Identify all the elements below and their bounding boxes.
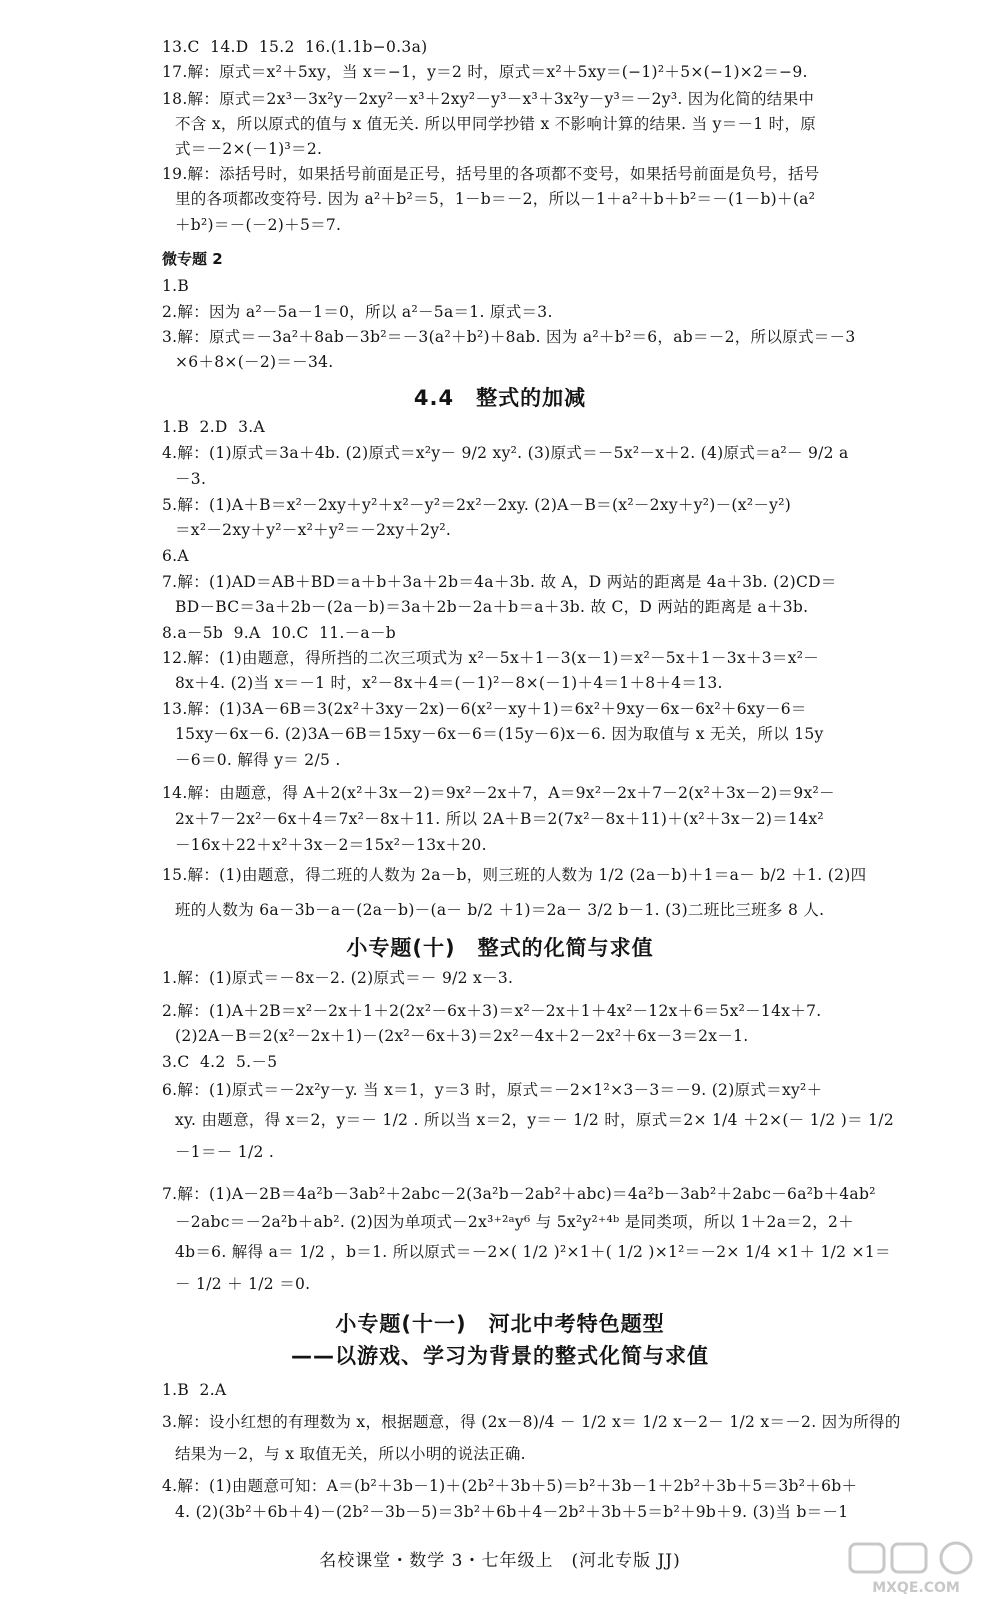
section-subtitle: ——以游戏、学习为背景的整式化简与求值 [291,1344,709,1368]
answer-line: 3.解：原式＝－3a²＋8ab－3b²＝－3(a²＋b²)＋8ab. 因为 a²＋b²＝6，ab＝－2，所以原式＝－3 [162,328,856,346]
answer-line: 8.a－5b 9.A 10.C 11.－a－b [162,624,396,642]
answer-line: 18.解：原式＝2x³－3x²y－2xy²－x³＋2xy²－y³－x³＋3x²y－y³＝－2y³. 因为化简的结果中 [162,90,815,108]
answer-line: 4b＝6. 解得 a＝ 1/2 ，b＝1. 所以原式＝－2×( 1/2 )²×1＋( 1/2 )×1²＝－2× 1/4 ×1＋ 1/2 ×1＝ [175,1243,891,1261]
answer-line: 1.解：(1)原式＝－8x－2. (2)原式＝－ 9/2 x－3. [162,969,514,987]
answer-line: 6.A [162,547,189,565]
answer-line: 4.解：(1)由题意可知：A＝(b²＋3b－1)＋(2b²＋3b＋5)＝b²＋3b－1＋2b²＋3b＋5＝3b²＋6b＋ [162,1477,858,1495]
section-title: 小专题(十) 整式的化简与求值 [346,936,654,960]
answer-line: 2.解：因为 a²－5a－1＝0，所以 a²－5a＝1. 原式＝3. [162,303,553,321]
answer-line: －6＝0. 解得 y＝ 2/5 . [175,751,341,769]
answer-line: 1.B 2.D 3.A [162,418,265,436]
answer-line: ＝x²－2xy＋y²－x²＋y²＝－2xy＋2y². [175,521,452,539]
answer-line: 4. (2)(3b²＋6b＋4)－(2b²－3b－5)＝3b²＋6b＋4－2b²＋3b＋5＝b²＋9b＋9. (3)当 b＝－1 [175,1503,849,1521]
answer-line: 19.解：添括号时，如果括号前面是正号，括号里的各项都不变号，如果括号前面是负号，括号 [162,165,820,183]
answer-line: －3. [175,470,207,488]
answer-line: (2)2A－B＝2(x²－2x＋1)－(2x²－6x＋3)＝2x²－4x＋2－2x²＋6x－3＝2x－1. [175,1027,749,1045]
answer-line: 式＝－2×(－1)³＝2. [175,140,323,158]
answer-line: － 1/2 ＋ 1/2 ＝0. [175,1275,311,1293]
answer-line: 班的人数为 6a－3b－a－(2a－b)－(a－ b/2 ＋1)＝2a－ 3/2 b－1. (3)二班比三班多 8 人. [175,901,825,919]
answer-line: ＋b²)＝－(－2)＋5＝7. [175,216,342,234]
answer-line: －2abc＝－2a²b＋ab². (2)因为单项式－2x³⁺²ᵃy⁶ 与 5x²y²⁺⁴ᵇ 是同类项，所以 1＋2a＝2，2＋ [175,1213,854,1231]
answer-line: 2x＋7－2x²－6x＋4＝7x²－8x＋11. 所以 2A＋B＝2(7x²－8x＋11)＋(x²＋3x－2)＝14x² [175,810,824,828]
answer-line: 不含 x，所以原式的值与 x 值无关. 所以甲同学抄错 x 不影响计算的结果. 当 y＝－1 时，原 [175,115,817,133]
answer-line: 15.解：(1)由题意，得二班的人数为 2a－b，则三班的人数为 1/2 (2a－b)＋1＝a－ b/2 ＋1. (2)四 [162,866,867,884]
answer-line: 7.解：(1)A－2B＝4a²b－3ab²＋2abc－2(3a²b－2ab²＋abc)＝4a²b－3ab²＋2abc－6a²b＋4ab² [162,1185,876,1203]
watermark-icon [846,1540,986,1596]
section-title: 4.4 整式的加减 [413,386,587,410]
answer-line: 6.解：(1)原式＝－2x²y－y. 当 x＝1，y＝3 时，原式＝－2×1²×3－3＝－9. (2)原式＝xy²＋ [162,1081,823,1099]
watermark-logo [846,1540,986,1596]
answer-line: －1＝－ 1/2 . [175,1143,275,1161]
answer-line: 12.解：(1)由题意，得所挡的二次三项式为 x²－5x＋1－3(x－1)＝x²－5x＋1－3x＋3＝x²－ [162,649,820,667]
answer-line: 13.C 14.D 15.2 16.(1.1b−0.3a) [162,38,428,56]
answer-line: 14.解：由题意，得 A＋2(x²＋3x－2)＝9x²－2x＋7，A＝9x²－2x＋7－2(x²＋3x－2)＝9x²－ [162,784,835,802]
answer-line: －16x＋22＋x²＋3x－2＝15x²－13x＋20. [175,836,487,854]
answer-line: 1.B [162,277,190,295]
answer-line: 1.B 2.A [162,1381,227,1399]
section-heading: 微专题 2 [162,250,223,268]
answer-line: 3.解：设小红想的有理数为 x，根据题意，得 (2x－8)/4 － 1/2 x＝ 1/2 x－2－ 1/2 x＝－2. 因为所得的 [162,1413,901,1431]
answer-line: 3.C 4.2 5.－5 [162,1053,278,1071]
answer-line: BD－BC＝3a＋2b－(2a－b)＝3a＋2b－2a＋b＝a＋3b. 故 C，D 两站的距离是 a＋3b. [175,598,809,616]
answer-line: 17.解：原式＝x²＋5xy，当 x＝−1，y＝2 时，原式＝x²＋5xy＝(−1)²＋5×(−1)×2＝−9. [162,63,808,81]
answer-line: 5.解：(1)A＋B＝x²－2xy＋y²＋x²－y²＝2x²－2xy. (2)A－B＝(x²－2xy＋y²)－(x²－y²) [162,496,792,514]
watermark-text: MXQE.COM [872,1580,960,1596]
answer-line: 15xy－6x－6. (2)3A－6B＝15xy－6x－6＝(15y－6)x－6. 因为取值与 x 无关，所以 15y [175,725,824,743]
answer-line: 结果为－2，与 x 取值无关，所以小明的说法正确. [175,1445,526,1463]
answer-line: xy. 由题意，得 x＝2，y＝－ 1/2 . 所以当 x＝2，y＝－ 1/2 时，原式＝2× 1/4 ＋2×(－ 1/2 )＝ 1/2 [175,1111,894,1129]
page-footer: 名校课堂・数学 3・七年级上 (河北专版 JJ) [319,1551,681,1571]
answer-line: 里的各项都改变符号. 因为 a²＋b²＝5，1－b＝－2，所以－1＋a²＋b＋b²＝－(1－b)＋(a² [175,190,816,208]
answer-line: 8x＋4. (2)当 x＝－1 时，x²－8x＋4＝(－1)²－8×(－1)＋4＝1＋8＋4＝13. [175,674,723,692]
answer-line: ×6＋8×(－2)＝－34. [175,353,334,371]
answer-line: 4.解：(1)原式＝3a＋4b. (2)原式＝x²y－ 9/2 xy². (3)原式＝－5x²－x＋2. (4)原式＝a²－ 9/2 a [162,444,849,462]
answer-line: 13.解：(1)3A－6B＝3(2x²＋3xy－2x)－6(x²－xy＋1)＝6x²＋9xy－6x－6x²＋6xy－6＝ [162,700,807,718]
answer-line: 2.解：(1)A＋2B＝x²－2x＋1＋2(2x²－6x＋3)＝x²－2x＋1＋4x²－12x＋6＝5x²－14x＋7. [162,1002,822,1020]
section-title: 小专题(十一) 河北中考特色题型 [335,1312,665,1336]
answer-line: 7.解：(1)AD＝AB＋BD＝a＋b＋3a＋2b＝4a＋3b. 故 A，D 两站的距离是 4a＋3b. (2)CD＝ [162,573,837,591]
